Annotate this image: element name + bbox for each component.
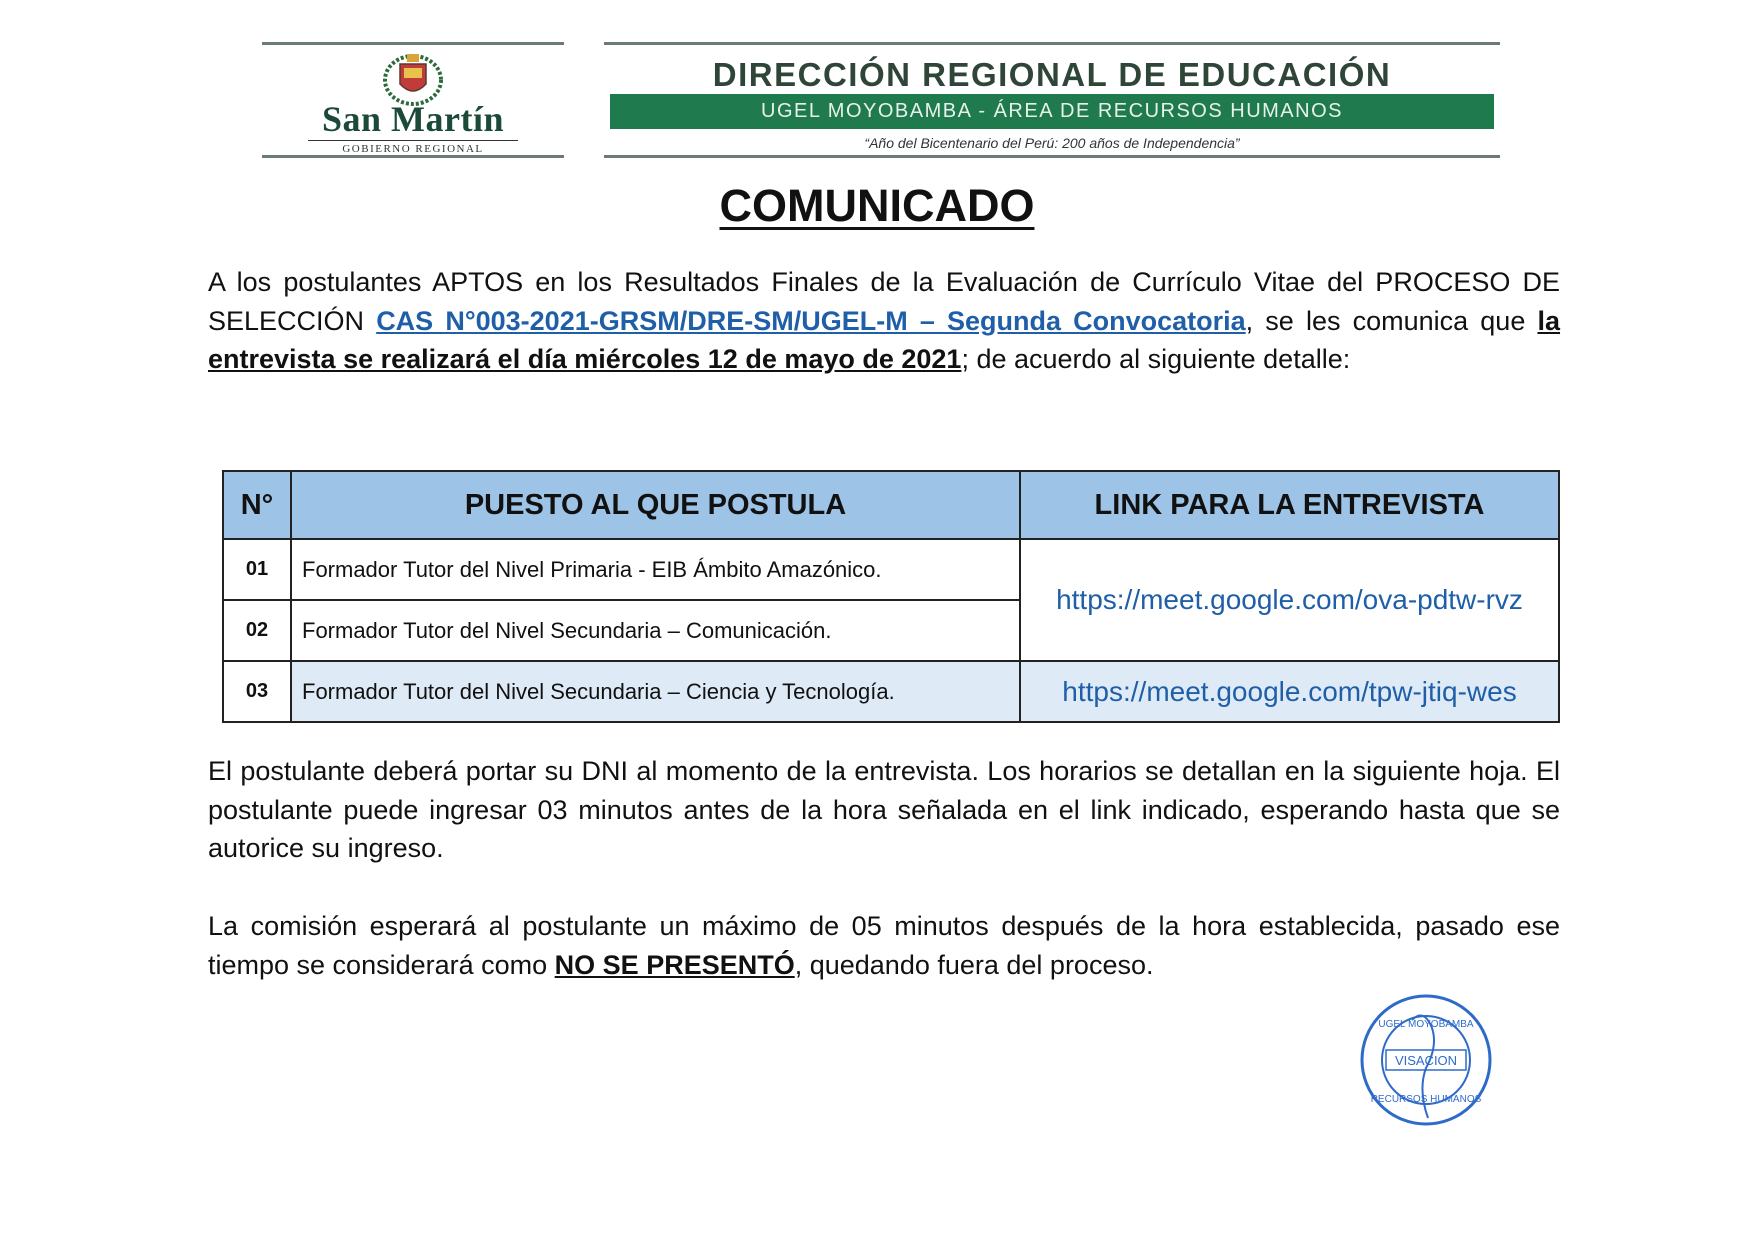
interview-date-statement: la entrevista se realizará el día miércoles 12 de mayo de 2021	[208, 305, 1561, 374]
year-motto: “Año del Bicentenario del Perú: 200 años de Independencia”	[864, 135, 1240, 151]
document-title-text: COMUNICADO	[719, 180, 1035, 231]
logo-bottom-rule	[262, 155, 564, 158]
approval-seal-icon	[1356, 990, 1496, 1130]
row-position: Formador Tutor del Nivel Secundaria – Comunicación.	[291, 600, 1020, 661]
process-reference-link[interactable]: CAS N°003-2021-GRSM/DRE-SM/UGEL-M – Segunda Convocatoria	[376, 305, 1246, 336]
row-position: Formador Tutor del Nivel Primaria - EIB Ámbito Amazónico.	[291, 539, 1020, 600]
seal-center-text: VISACION	[1394, 1053, 1458, 1068]
table-header-row	[223, 471, 1559, 539]
row-number: 03	[223, 661, 291, 722]
logo-top-rule	[262, 42, 564, 45]
header-position: PUESTO AL QUE POSTULA	[291, 471, 1020, 539]
policy-text-pre: La comisión esperará al postulante un máximo de 05 minutos después de la hora establecida, pasado ese tiempo se considerará como	[208, 911, 1560, 980]
intro-text-post: ; de acuerdo al siguiente detalle:	[961, 344, 1351, 374]
row-number: 02	[223, 600, 291, 661]
seal-bottom-text: RECURSOS HUMANOS	[1370, 1094, 1482, 1105]
logo-subtitle: GOBIERNO REGIONAL	[308, 140, 518, 155]
row-position: Formador Tutor del Nivel Secundaria – Ciencia y Tecnología.	[291, 661, 1020, 722]
seal-top-text: UGEL MOYOBAMBA	[1378, 1019, 1474, 1030]
row-number: 01	[223, 539, 291, 600]
banner-top-rule	[604, 42, 1500, 45]
intro-text-mid: , se les comunica que	[1245, 305, 1538, 336]
intro-paragraph	[208, 263, 1560, 379]
dre-title: DIRECCIÓN REGIONAL DE EDUCACIÓN	[712, 56, 1392, 93]
policy-text-post: , quedando fuera del proceso.	[794, 949, 1154, 980]
header-link: LINK PARA LA ENTREVISTA	[1020, 471, 1559, 539]
waiting-policy-paragraph	[208, 907, 1560, 984]
no-show-emphasis: NO SE PRESENTÓ	[554, 949, 795, 980]
header-number: N°	[223, 471, 291, 539]
interview-link[interactable]: https://meet.google.com/tpw-jtiq-wes	[1020, 661, 1559, 722]
table-row	[223, 661, 1559, 722]
interview-table	[222, 470, 1560, 723]
interview-link[interactable]: https://meet.google.com/ova-pdtw-rvz	[1020, 539, 1559, 661]
intro-text-pre: A los postulantes APTOS en los Resultados Finales de la Evaluación de Currículo Vitae del PROCESO DE SELECCIÓN	[208, 267, 1560, 336]
banner-bottom-rule	[604, 155, 1500, 158]
document-title	[0, 180, 1754, 232]
regional-government-logo	[262, 42, 564, 158]
dre-banner	[604, 42, 1500, 158]
table-row	[223, 539, 1559, 600]
logo-name: San Martín	[321, 99, 504, 139]
dre-subtitle-band: UGEL MOYOBAMBA - ÁREA DE RECURSOS HUMANOS	[610, 94, 1494, 129]
dni-instructions-paragraph: El postulante deberá portar su DNI al momento de la entrevista. Los horarios se detallan en la siguiente hoja. El postulante puede ingresar 03 minutos antes de la hora señalada en el link indicado, esperando hasta que se autorice su ingreso.	[208, 756, 1560, 863]
